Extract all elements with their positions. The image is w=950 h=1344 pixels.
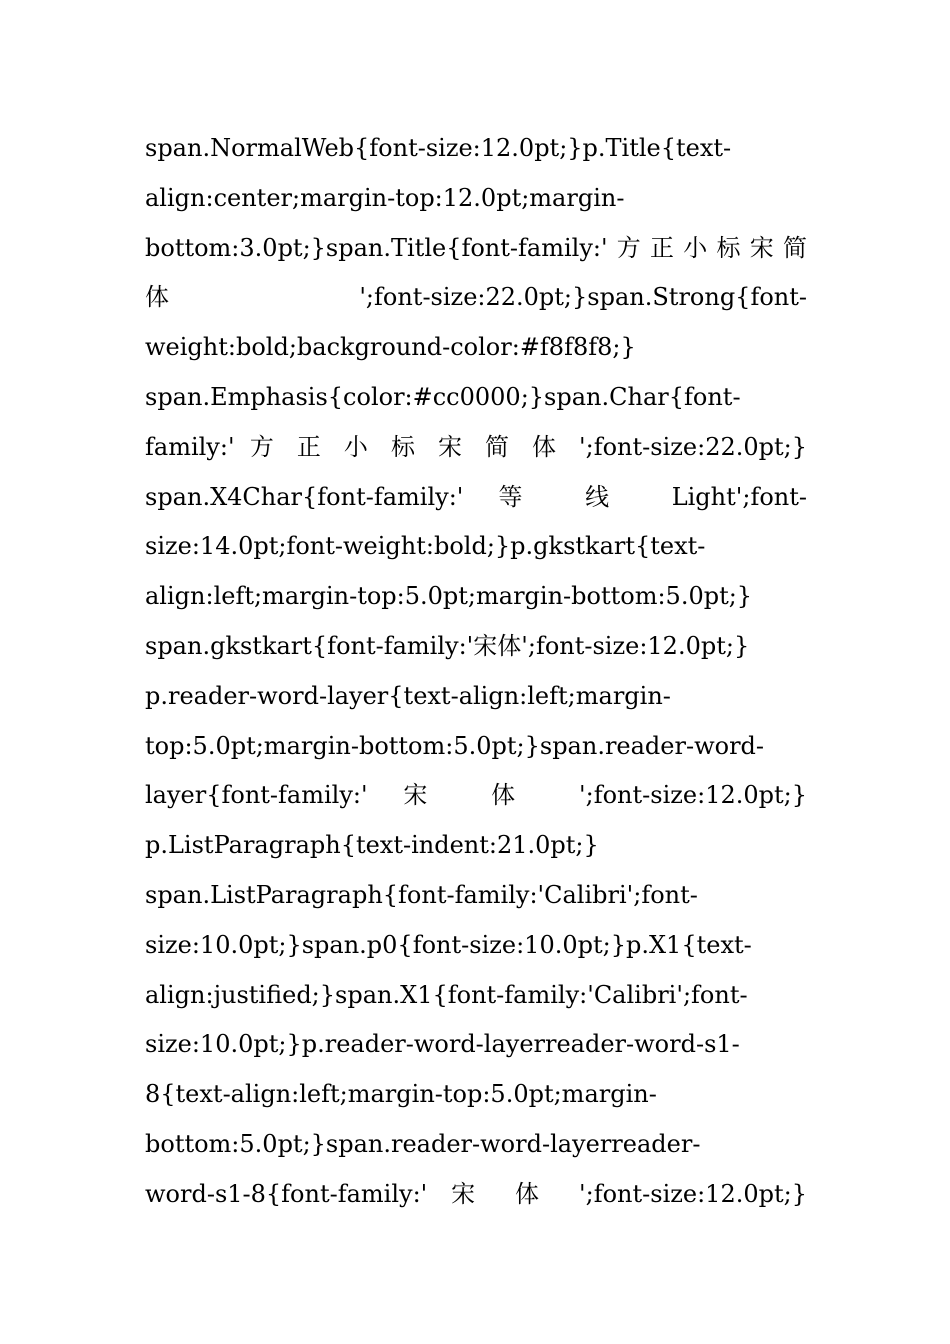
text-line: bottom:3.0pt;}span.Title{font-family:'方正小标宋简	[145, 233, 807, 262]
text-line: top:5.0pt;margin-bottom:5.0pt;}span.reader-word-	[145, 731, 765, 760]
text-line: 8{text-align:left;margin-top:5.0pt;margin-	[145, 1080, 657, 1109]
text-line: span.NormalWeb{font-size:12.0pt;}p.Title{text-	[145, 134, 732, 162]
text-line: p.reader-word-layer{text-align:left;margin-	[145, 681, 671, 710]
text-line: word-s1-8{font-family:' 宋 体 ';font-size:12.0pt;}	[145, 1179, 807, 1208]
text-line: 体 ';font-size:22.0pt;}span.Strong{font-	[145, 283, 807, 312]
text-line: size:14.0pt;font-weight:bold;}p.gkstkart{text-	[145, 532, 706, 561]
text-line: span.ListParagraph{font-family:'Calibri';font-	[145, 880, 698, 909]
text-line: align:left;margin-top:5.0pt;margin-bottom:5.0pt;}	[145, 582, 753, 611]
text-line: align:center;margin-top:12.0pt;margin-	[145, 183, 625, 212]
document-body	[145, 124, 807, 1220]
text-line: layer{font-family:' 宋 体 ';font-size:12.0pt;}	[145, 781, 807, 810]
text-line: align:justified;}span.X1{font-family:'Calibri';font-	[145, 980, 748, 1009]
text-line: size:10.0pt;}p.reader-word-layerreader-word-s1-	[145, 1030, 740, 1059]
text-line: span.X4Char{font-family:' 等 线 Light';font-	[145, 482, 807, 511]
text-line: size:10.0pt;}span.p0{font-size:10.0pt;}p.X1{text-	[145, 930, 752, 959]
text-line: bottom:5.0pt;}span.reader-word-layerreader-	[145, 1129, 701, 1158]
text-line: span.gkstkart{font-family:'宋体';font-size:12.0pt;}	[145, 631, 750, 660]
text-line: span.Emphasis{color:#cc0000;}span.Char{font-	[145, 382, 741, 411]
text-line: family:' 方 正 小 标 宋 简 体 ';font-size:22.0pt;}	[145, 432, 807, 461]
text-line: weight:bold;background-color:#f8f8f8;}	[145, 333, 636, 362]
text-line: p.ListParagraph{text-indent:21.0pt;}	[145, 831, 599, 860]
